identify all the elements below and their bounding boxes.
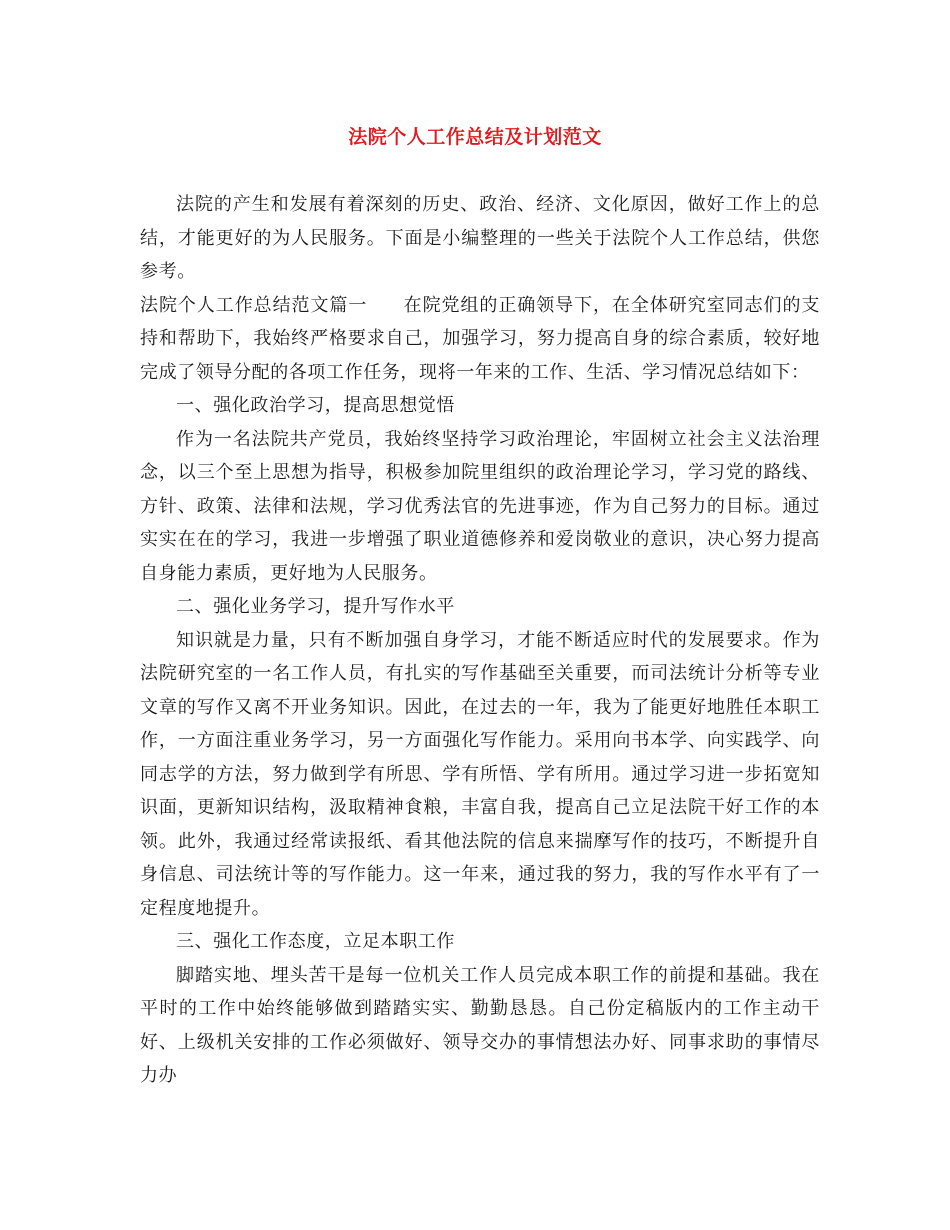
intro-paragraph: 法院的产生和发展有着深刻的历史、政治、经济、文化原因，做好工作上的总结，才能更好的为人民服务。下面是小编整理的一些关于法院个人工作总结，供您参考。: [140, 194, 820, 282]
part-one-text: 在院党组的正确领导下，在全体研究室同志们的支持和帮助下，我始终严格要求自己，加强学习，努力提高自身的综合素质，较好地完成了领导分配的各项工作任务，现将一年来的工作、生活、学习情况总结如下：: [140, 294, 820, 383]
section-3-paragraph: 脚踏实地、埋头苦干是每一位机关工作人员完成本职工作的前提和基础。我在平时的工作中始终能够做到踏踏实实、勤勤恳恳。自己份定稿版内的工作主动干好、上级机关安排的工作必须做好、领导交办的事情想法办好、同事求助的事情尽力办: [140, 964, 820, 1086]
section-2-paragraph: 知识就是力量，只有不断加强自身学习，才能不断适应时代的发展要求。作为法院研究室的一名工作人员，有扎实的写作基础至关重要，而司法统计分析等专业文章的写作又离不开业务知识。因此，在过去的一年，我为了能更好地胜任本职工作，一方面注重业务学习，另一方面强化写作能力。采用向书本学、向实践学、向同志学的方法，努力做到学有所思、学有所悟、学有所用。通过学习进一步拓宽知识面，更新知识结构，汲取精神食粮，丰富自我，提高自己立足法院干好工作的本领。此外，我通过经常读报纸、看其他法院的信息来揣摩写作的技巧，不断提升自身信息、司法统计等的写作能力。这一年来，通过我的努力，我的写作水平有了一定程度地提升。: [140, 629, 820, 919]
section-2-heading: 二、强化业务学习，提升写作水平: [176, 596, 455, 617]
section-3-heading: 三、强化工作态度，立足本职工作: [176, 931, 455, 952]
part-one-label: 法院个人工作总结范文篇一: [140, 294, 368, 316]
document-title: 法院个人工作总结及计划范文: [348, 126, 602, 148]
section-1-paragraph: 作为一名法院共产党员，我始终坚持学习政治理论，牢固树立社会主义法治理念，以三个至上思想为指导，积极参加院里组织的政治理论学习，学习党的路线、方针、政策、法律和法规，学习优秀法官的先进事迹，作为自己努力的目标。通过实实在在的学习，我进一步增强了职业道德修养和爱岗敬业的意识，决心努力提高自身能力素质，更好地为人民服务。: [140, 428, 820, 584]
part-one-paragraph: [140, 289, 820, 390]
section-1-heading: 一、强化政治学习，提高思想觉悟: [176, 395, 455, 416]
document-body: [140, 188, 820, 1093]
